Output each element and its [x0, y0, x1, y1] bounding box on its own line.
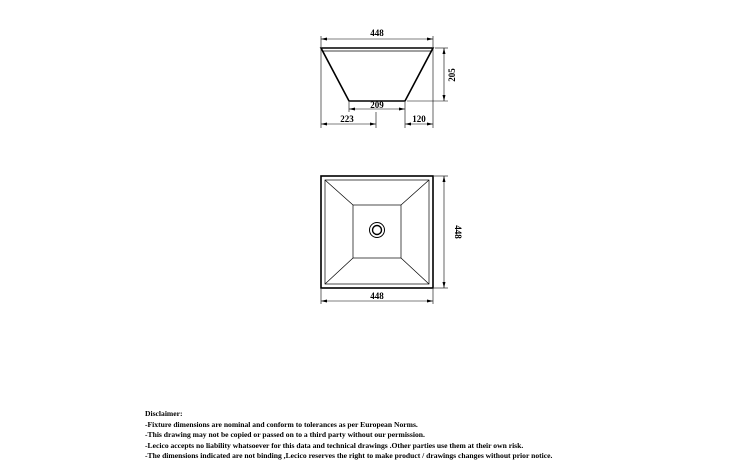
side-height-dimension	[407, 48, 448, 101]
disclaimer-title: Disclaimer:	[145, 409, 183, 418]
top-depth-dimension	[434, 176, 448, 288]
disclaimer	[145, 409, 745, 462]
top-view-slope-lines	[325, 180, 429, 284]
top-view	[321, 176, 463, 304]
side-top-width-label: 448	[370, 28, 384, 38]
top-view-inner-rim	[325, 180, 429, 284]
side-bottom-width-label: 209	[370, 100, 384, 110]
top-view-outer-rim	[321, 176, 433, 288]
top-width-label: 448	[370, 291, 384, 301]
disclaimer-line: -The dimensions indicated are not binding ,Lecico reserves the right to make product / drawings changes without prior notice.	[145, 451, 553, 461]
top-view-basin-floor	[353, 205, 401, 258]
disclaimer-line: -This drawing may not be copied or passed on to a third party without our permission.	[145, 430, 425, 440]
side-height-label: 205	[447, 68, 457, 82]
drain-icon	[370, 223, 385, 238]
side-left-offset-label: 223	[340, 114, 354, 124]
top-depth-label: 448	[453, 225, 463, 239]
side-view-basin-outline	[321, 48, 433, 101]
side-right-offset-label: 120	[412, 114, 426, 124]
side-view	[321, 28, 457, 128]
disclaimer-line: -Fixture dimensions are nominal and conform to tolerances as per European Norms.	[145, 419, 418, 429]
disclaimer-line: -Lecico accepts no liability whatsoever for this data and technical drawings .Other parties use them at their own risk.	[145, 440, 524, 450]
